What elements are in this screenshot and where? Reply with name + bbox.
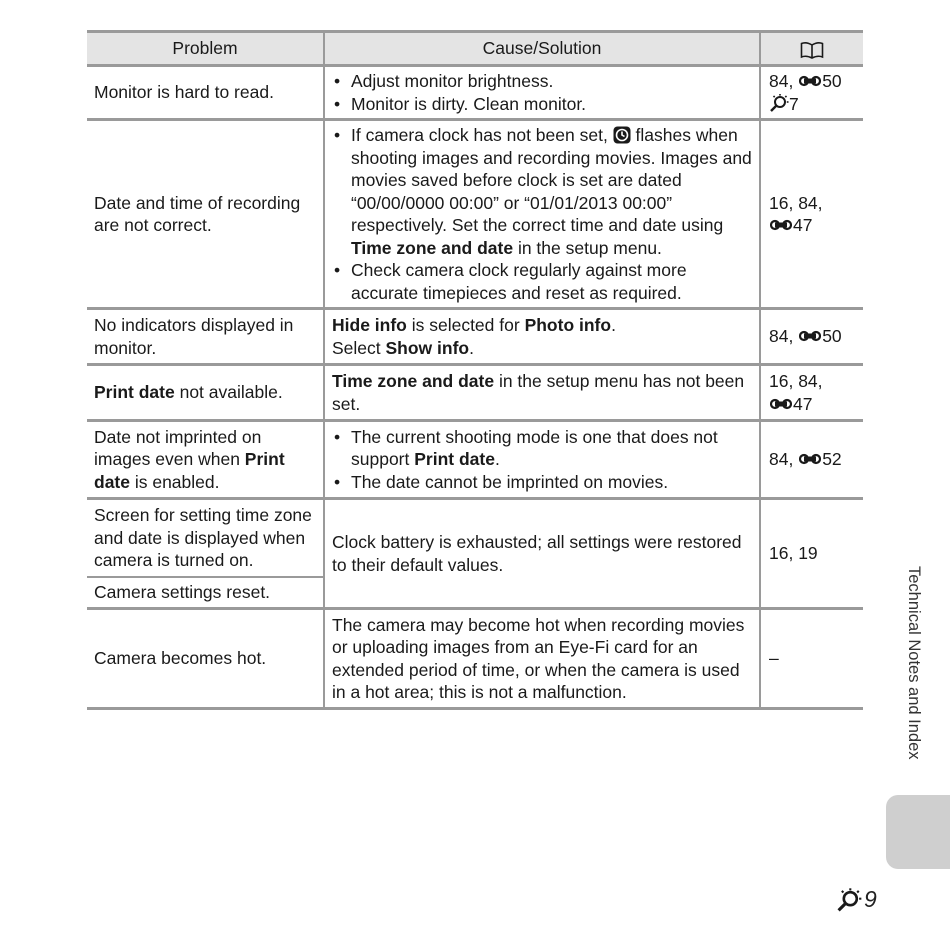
reference-section-icon — [799, 75, 821, 87]
technical-notes-icon — [769, 93, 789, 113]
cause-text: in the setup menu has not been set. — [332, 371, 745, 414]
page-ref-text: 50 — [822, 71, 842, 91]
cause-text: The current shooting mode is one that does not support — [351, 426, 718, 470]
page-ref-cell — [760, 66, 863, 120]
page-ref-text: 84, — [769, 71, 799, 91]
page-number — [836, 886, 877, 913]
problem-cell — [87, 421, 324, 499]
problem-cell: Date and time of recording are not correct. — [87, 120, 324, 309]
problem-cell: Camera settings reset. — [87, 577, 324, 609]
setting-name: Print date — [414, 449, 495, 470]
section-tab — [886, 795, 950, 869]
cause-cell — [324, 309, 760, 365]
reference-section-icon — [770, 398, 792, 410]
setting-name: Photo info — [524, 315, 612, 335]
reference-section-icon — [799, 453, 821, 465]
cause-cell — [324, 421, 760, 499]
setting-name: Time zone and date — [332, 371, 495, 391]
cause-cell: The camera may become hot when recording movies or uploading images from an Eye-Fi card for an extended period of time, or when the camera is used in a hot area; this is not a malfunction. — [324, 609, 760, 709]
cause-cell: Clock battery is exhausted; all settings were restored to their default values. — [324, 499, 760, 609]
reference-section-icon — [799, 330, 821, 342]
cause-text: flashes when shooting images and recording movies. Images and movies saved before clock is set are dated “00/00/0000 00:00” or “01/01/2013 00:00” respectively. Set the correct time and date using — [351, 125, 752, 235]
page-ref-cell: – — [760, 609, 863, 709]
cause-text: is selected for — [406, 315, 525, 335]
setting-name: Print date — [94, 449, 285, 492]
clock-not-set-icon — [613, 126, 631, 144]
problem-text: Date not imprinted on images even when — [94, 426, 262, 470]
cause-text: Select — [332, 337, 386, 358]
problem-text: not available. — [174, 382, 283, 403]
cause-bullet: • Adjust monitor brightness. — [351, 70, 752, 93]
problem-cell: Screen for setting time zone and date is displayed when camera is turned on. — [87, 499, 324, 577]
table-row — [87, 309, 863, 365]
problem-cell: Monitor is hard to read. — [87, 66, 324, 120]
cause-bullet — [351, 124, 752, 259]
page-ref-text: 84, — [769, 326, 799, 347]
troubleshooting-table — [87, 30, 863, 710]
page-ref-cell — [760, 365, 863, 421]
setting-name: Time zone and date — [351, 237, 514, 258]
page-ref-text: 47 — [793, 393, 813, 414]
cause-bullet — [351, 426, 752, 471]
book-icon — [800, 41, 824, 59]
setting-name: Hide info — [332, 315, 407, 335]
page-ref-text: 84, — [769, 449, 799, 470]
page-ref-cell — [760, 421, 863, 499]
problem-cell: Camera becomes hot. — [87, 609, 324, 709]
table-row — [87, 365, 863, 421]
table-row — [87, 421, 863, 499]
table-row — [87, 609, 863, 709]
setting-name: Print date — [94, 382, 175, 403]
table-header-row — [87, 32, 863, 66]
problem-cell: No indicators displayed in monitor. — [87, 309, 324, 365]
page-ref-text: 47 — [793, 215, 813, 235]
problem-cell — [87, 365, 324, 421]
table-row — [87, 499, 863, 577]
page-ref-cell — [760, 120, 863, 309]
cause-text: If camera clock has not been set, — [351, 125, 613, 145]
page-ref-text: 7 — [789, 93, 799, 114]
cause-cell — [324, 66, 760, 120]
section-label: Technical Notes and Index — [905, 566, 923, 760]
setting-name: Show info — [385, 337, 470, 358]
page-number-text: 9 — [864, 886, 877, 912]
page-ref-text: 50 — [822, 326, 842, 347]
page-ref-cell — [760, 309, 863, 365]
page-ref-text: 52 — [822, 449, 842, 470]
header-page-reference — [760, 32, 863, 66]
page-ref-text: 16, 84, — [769, 192, 823, 213]
header-problem: Problem — [87, 32, 324, 66]
reference-section-icon — [770, 219, 792, 231]
header-cause-solution: Cause/Solution — [324, 32, 760, 66]
cause-bullet: • Monitor is dirty. Clean monitor. — [351, 93, 752, 116]
cause-text: in the setup menu. — [513, 237, 662, 258]
cause-bullet: • Check camera clock regularly against more accurate timepieces and reset as required. — [351, 259, 752, 304]
cause-text: . — [494, 449, 500, 470]
page-ref-cell: 16, 19 — [760, 499, 863, 609]
table-row — [87, 120, 863, 309]
cause-cell — [324, 365, 760, 421]
cause-text: . — [611, 315, 616, 335]
cause-bullet: • The date cannot be imprinted on movies. — [351, 471, 752, 494]
cause-text: . — [469, 337, 474, 358]
page-ref-text: 16, 84, — [769, 371, 823, 391]
problem-text: is enabled. — [129, 471, 220, 492]
technical-notes-icon — [836, 887, 862, 913]
cause-cell — [324, 120, 760, 309]
table-row — [87, 66, 863, 120]
